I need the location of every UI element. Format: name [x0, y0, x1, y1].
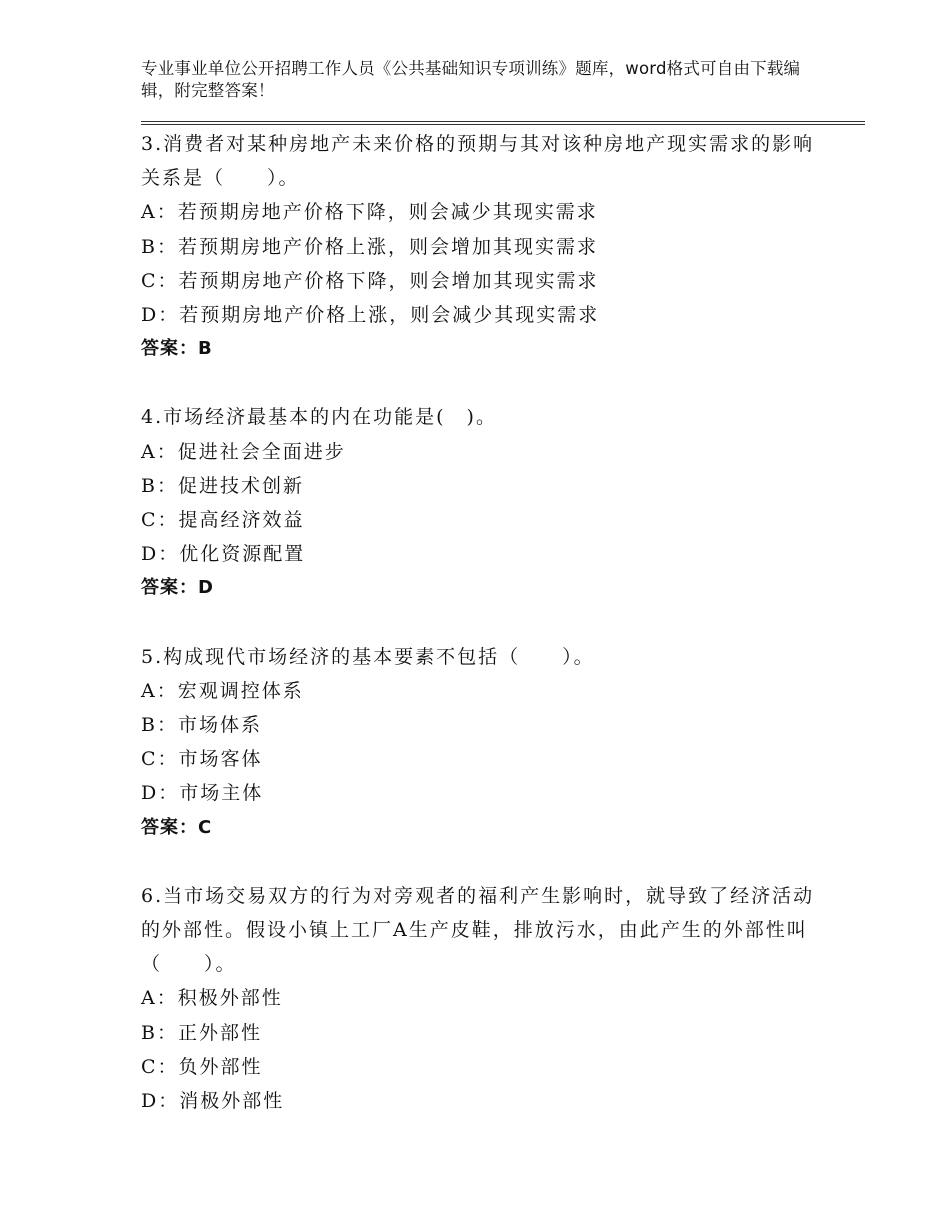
answer-value: C: [198, 816, 213, 838]
question-list: [141, 127, 821, 1152]
answer-value: D: [198, 577, 214, 599]
option-c: C：提高经济效益: [141, 509, 305, 532]
option-b: B：若预期房地产价格上涨，则会增加其现实需求: [141, 235, 598, 258]
question-stem: 4.市场经济最基本的内在功能是( )。: [141, 406, 497, 429]
answer-label: 答案：: [141, 338, 198, 360]
option-a: A：促进社会全面进步: [141, 440, 346, 463]
question-3: [141, 127, 821, 366]
option-c: C：负外部性: [141, 1055, 263, 1078]
option-d: D：若预期房地产价格上涨，则会减少其现实需求: [141, 304, 600, 327]
answer-label: 答案：: [141, 816, 198, 838]
option-b: B：正外部性: [141, 1021, 262, 1044]
option-a: A：若预期房地产价格下降，则会减少其现实需求: [141, 201, 598, 224]
option-b: B：促进技术创新: [141, 474, 304, 497]
answer-line: [141, 332, 821, 366]
option-b: B：市场体系: [141, 714, 262, 737]
option-d: D：消极外部性: [141, 1090, 285, 1113]
option-d: D：市场主体: [141, 782, 264, 805]
question-4: [141, 400, 821, 605]
question-stem: 5.构成现代市场经济的基本要素不包括（ ）。: [141, 645, 595, 668]
page-header: 专业事业单位公开招聘工作人员《公共基础知识专项训练》题库，word格式可自由下载编辑，附完整答案！: [141, 59, 801, 100]
answer-value: B: [198, 338, 213, 360]
option-d: D：优化资源配置: [141, 543, 306, 566]
option-c: C：市场客体: [141, 748, 263, 771]
question-5: [141, 640, 821, 845]
header-divider: [141, 121, 865, 125]
answer-line: [141, 571, 821, 605]
option-a: A：宏观调控体系: [141, 679, 304, 702]
option-a: A：积极外部性: [141, 987, 283, 1010]
question-stem: 6.当市场交易双方的行为对旁观者的福利产生影响时，就导致了经济活动的外部性。假设小镇上工厂A生产皮鞋，排放污水，由此产生的外部性叫（ ）。: [141, 884, 815, 976]
question-stem: 3.消费者对某种房地产未来价格的预期与其对该种房地产现实需求的影响关系是（ ）。: [141, 133, 815, 190]
answer-label: 答案：: [141, 577, 198, 599]
option-c: C：若预期房地产价格下降，则会增加其现实需求: [141, 269, 599, 292]
question-6: [141, 879, 821, 1118]
answer-line: [141, 811, 821, 845]
